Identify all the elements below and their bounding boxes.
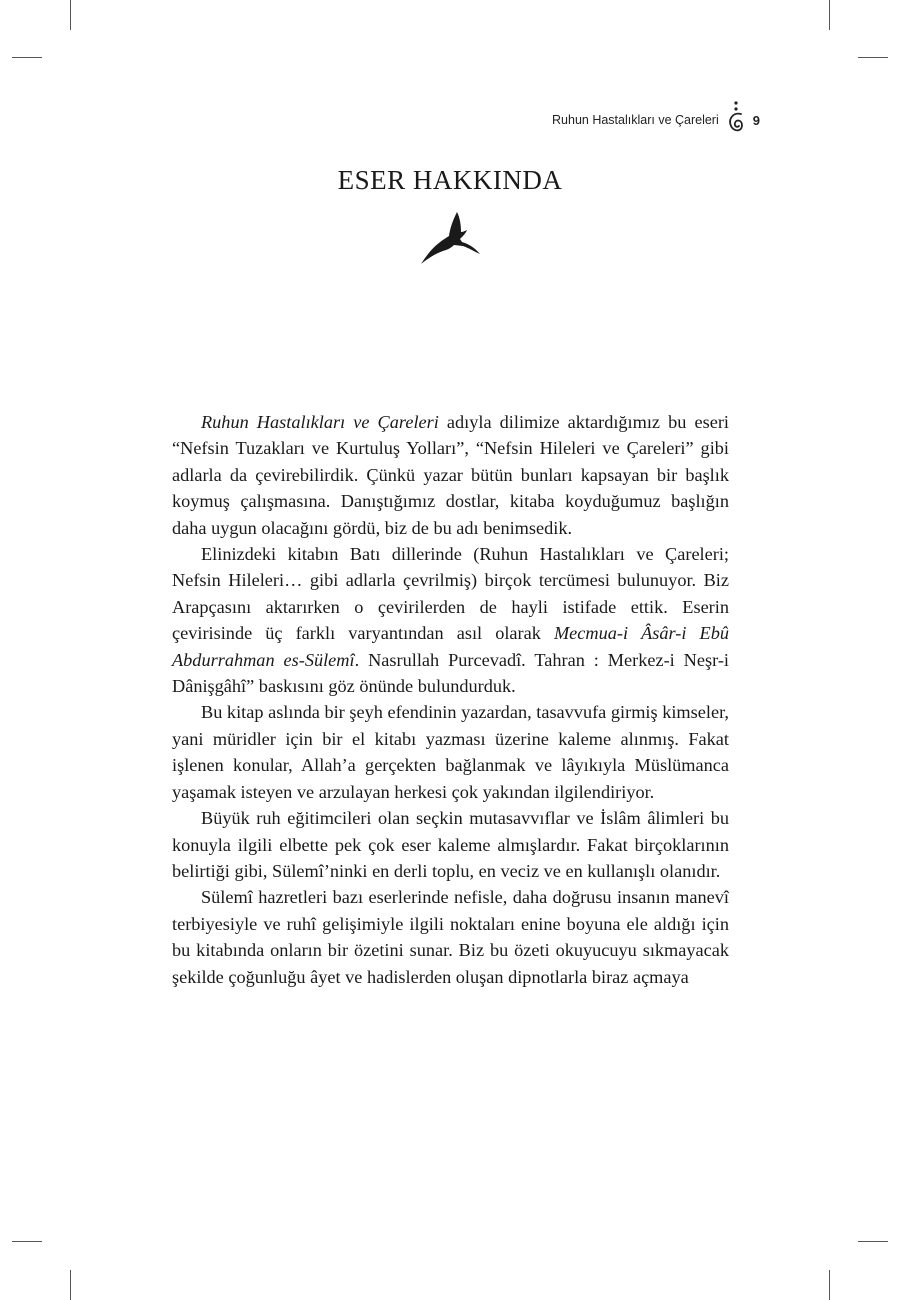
crop-mark [70,0,71,30]
paragraph [172,884,729,990]
crop-mark [12,1241,42,1242]
paragraph-text: Sülemî hazretleri bazı eserlerinde nefisle, daha doğrusu insanın manevî terbiyesiyle ve ruhî gelişimiyle ilgili noktaları enine boyuna ele aldığı için bu kitabında onların bir özetini sunar. Biz bu özeti okuyucuyu sıkmayacak şekilde çoğunluğu âyet ve hadislerden oluşan dipnotlarla biraz açmaya [172,887,729,987]
crop-mark [829,0,830,30]
paragraph [172,699,729,805]
running-header-title: Ruhun Hastalıkları ve Çareleri [552,113,719,127]
crop-mark [858,1241,888,1242]
crop-mark [858,57,888,58]
paragraph-text: adıyla dilimize aktardığımız bu eseri “Nefsin Tuzakları ve Kurtuluş Yolları”, “Nefsin Hileleri ve Çareleri” gibi adlarla da çevirebilirdik. Çünkü yazar bütün bunları kapsayan bir başlık koymuş çalışmasına. Danıştığımız dostlar, kitaba koyduğumuz başlığın daha uygun olacağını gördü, biz de bu adı benimsedik. [172,412,729,538]
crop-mark [829,1270,830,1300]
calligraphic-ornament-icon [725,100,747,140]
paragraph [172,805,729,884]
crop-mark [12,57,42,58]
paragraph-text: Elinizdeki kitabın Batı dillerinde (Ruhun Hastalıkları ve Çareleri; Nefsin Hileleri… gibi adlarla çevrilmiş) birçok tercümesi bulunuyor. Biz Arapçasını aktarırken o çevirilerden de hayli istifade ettik. Eserin çevirisinde üç farklı varyantından asıl olarak [172,544,729,644]
paragraph-text: Bu kitap aslında bir şeyh efendinin yazardan, tasavvufa girmiş kimseler, yani müridler için bir el kitabı yazması üzerine kaleme alınmış. Fakat işlenen konular, Allah’a gerçekten bağlanmak ve lâyıkıyla Müslümanca yaşamak isteyen ve arzulayan herkesi çok yakından ilgilendiriyor. [172,702,729,802]
paragraph [172,541,729,699]
bird-icon [419,210,481,270]
paragraph [172,409,729,541]
body-text [172,409,729,990]
book-title-italic: Ruhun Hastalıkları ve Çareleri [201,412,439,432]
source-title-italic: Mecmua-i Âsâr-i Ebû Abdurrahman es-Sülemî [172,623,729,670]
section-title: ESER HAKKINDA [337,165,563,195]
crop-mark [70,1270,71,1300]
running-header [552,100,760,140]
paragraph-text: . Nasrullah Purcevadî. Tahran : Merkez-i Neşr-i Dânişgâhî” baskısını göz önünde bulundurduk. [172,649,730,697]
page-number: 9 [752,112,760,128]
paragraph-text: Büyük ruh eğitimcileri olan seçkin mutasavvıflar ve İslâm âlimleri bu konuyla ilgili elbette pek çok eser kaleme almışlardır. Fakat birçoklarının belirtiği gibi, Sülemî’ninki en derli toplu, en veciz ve en kullanışlı olanıdır. [172,808,729,881]
